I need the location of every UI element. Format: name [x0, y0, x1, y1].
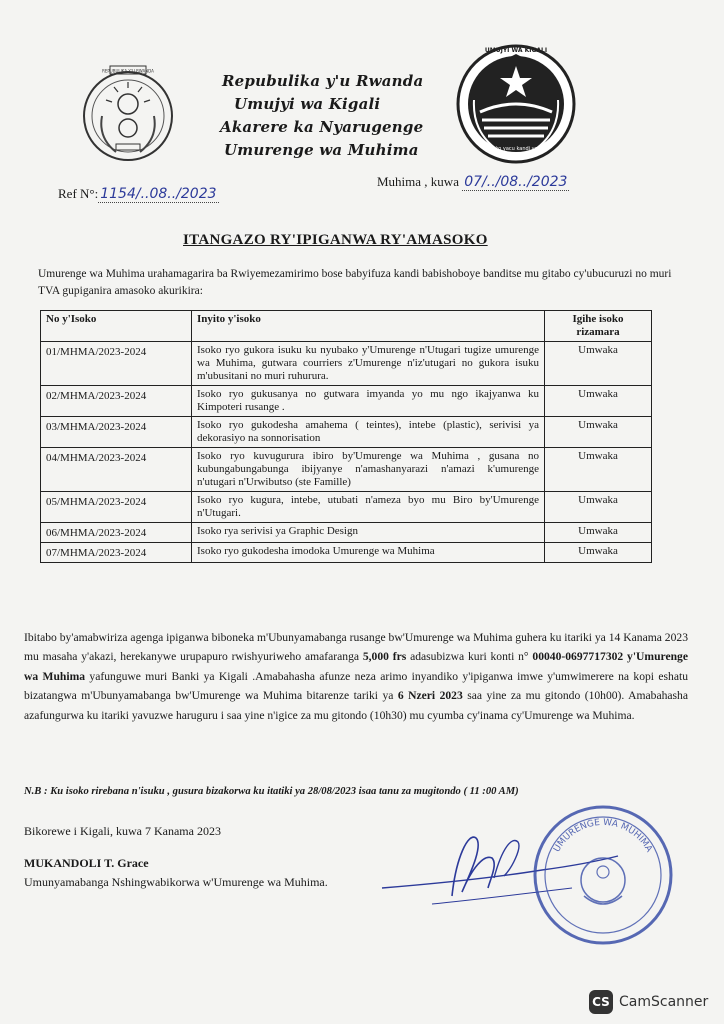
- tender-description: Isoko ryo gukodesha imodoka Umurenge wa Muhima: [192, 543, 545, 563]
- tender-period: Umwaka: [545, 386, 652, 417]
- tender-period: Umwaka: [545, 523, 652, 543]
- tender-description: Isoko rya serivisi ya Graphic Design: [192, 523, 545, 543]
- tender-number: 03/MHMA/2023-2024: [41, 417, 192, 448]
- letterhead-line-city: Umujyi wa Kigali: [234, 95, 381, 113]
- camscanner-watermark: [589, 990, 708, 1014]
- intro-paragraph: Umurenge wa Muhima urahamagarira ba Rwiyemezamirimo bose babyifuza kandi babishoboye banditse mu gitabo cy'ubucuruzi no muri TVA gupiganira amasoko akurikira:: [38, 268, 672, 297]
- reference-value: 1154/..08../2023: [100, 186, 217, 202]
- tender-description: Isoko ryo kuvugurura ibiro by'Umurenge wa Muhima , gusana no kubungabungabunga ibijyanye n'amashanyarazi n'amazi k'umurenge n'utugari n'Urwibutso (ste Famille): [192, 448, 545, 492]
- tender-number: 01/MHMA/2023-2024: [41, 342, 192, 386]
- tender-description: Isoko ryo gukodesha amahema ( teintes), intebe (plastic), serivisi ya dekorasiyo na sonnorisation: [192, 417, 545, 448]
- date-label: Muhima , kuwa: [377, 174, 459, 189]
- table-row: [41, 342, 652, 386]
- svg-text:UMUJYI WA KIGALI: UMUJYI WA KIGALI: [484, 47, 548, 54]
- signed-place-date: Bikorewe i Kigali, kuwa 7 Kanama 2023: [24, 824, 221, 838]
- signer-name: MUKANDOLI T. Grace: [24, 856, 149, 870]
- camscanner-label: CamScanner: [619, 994, 709, 1010]
- site-visit-note: N.B : Ku isoko rirebana n'isuku , gusura bizakorwa ku itatiki ya 28/08/2023 isaa tanu za mugitondo ( 11 :00 AM): [24, 786, 519, 797]
- table-row: [41, 417, 652, 448]
- tender-description: Isoko ryo gukora isuku ku nyubako y'Umurenge n'Utugari tugize umurenge wa Muhima, gutwara courriers z'Umurenge n'iz'utugari no gukora isuku m'ubusitani no muri ruhurura.: [192, 342, 545, 386]
- instructions-paragraph: [24, 628, 688, 725]
- table-row: [41, 523, 652, 543]
- letterhead: [210, 70, 440, 162]
- reference-number: [58, 186, 219, 202]
- table-header-row: [41, 311, 652, 342]
- tender-description: Isoko ryo kugura, intebe, utubati n'ameza byo mu Biro by'Umurenge n'Utugari.: [192, 492, 545, 523]
- document-title: ITANGAZO RY'IPIGANWA RY'AMASOKO: [183, 232, 488, 248]
- tender-number: 07/MHMA/2023-2024: [41, 543, 192, 563]
- rwanda-coat-of-arms-icon: [72, 58, 184, 170]
- document-date: [377, 174, 569, 190]
- table-row: [41, 448, 652, 492]
- tender-period: Umwaka: [545, 342, 652, 386]
- tender-number: 06/MHMA/2023-2024: [41, 523, 192, 543]
- tender-number: 05/MHMA/2023-2024: [41, 492, 192, 523]
- kigali-city-seal-icon: [452, 40, 580, 168]
- signer-title: Umunyamabanga Nshingwabikorwa w'Umurenge wa Muhima.: [24, 875, 328, 889]
- instructions-text: adasubizwa kuri konti n°: [406, 650, 533, 664]
- tender-number: 04/MHMA/2023-2024: [41, 448, 192, 492]
- camscanner-logo-icon: CS: [589, 990, 613, 1014]
- tender-period: Umwaka: [545, 417, 652, 448]
- header-tender-period: Igihe isoko rizamara: [545, 311, 652, 342]
- table-row: [41, 386, 652, 417]
- reference-label: Ref N°:: [58, 186, 99, 201]
- instructions-text: Ibitabo by'amabwiriza agenga ipiganwa biboneka m'Ubunyamabanga rusange bw'Umurenge wa Muhima guhera ku itariki ya 14 Kanama 2023 mu masaha y'akazi, herekanywe urupapuro rwishyuriweho amafaranga: [24, 631, 688, 664]
- letterhead-line-district: Akarere ka Nyarugenge: [220, 118, 424, 136]
- letterhead-line-country: Repubulika y'u Rwanda: [222, 72, 424, 90]
- instructions-text: yafunguwe muri Banki ya Kigali .Amabahasha afunze neza arimo inyandiko y'ipiganwa imwe y'umwimerere na kopi eshatu bizatangwa m'Ubunyamabanga bw'Umurenge wa Muhima bitarenze tariki ya: [24, 669, 688, 703]
- tender-table: [40, 310, 652, 563]
- instructions-text: saa yine za mu gitondo (10h00). Amabahasha azafungurwa ku itariki yavuzwe haruguru i saa yine n'igice za mu gitondo (10h30) mu cyumba cy'inama cy'Umurenge wa Muhima.: [24, 689, 688, 722]
- header-tender-description: Inyito y'isoko: [192, 311, 545, 342]
- letterhead-line-sector: Umurenge wa Muhima: [224, 141, 419, 159]
- header-tender-number: No y'Isoko: [41, 311, 192, 342]
- date-value: 07/../08../2023: [464, 174, 568, 190]
- table-row: [41, 492, 652, 523]
- tender-description: Isoko ryo gukusanya no gutwara imyanda yo mu ngo ikajyanwa ku Kimpoteri rusange .: [192, 386, 545, 417]
- svg-text:REPUBULIKA Y'U RWANDA: REPUBULIKA Y'U RWANDA: [102, 68, 154, 74]
- bank-account: 00040-0697717302 y'Umurenge wa Muhima: [24, 650, 688, 683]
- tender-period: Umwaka: [545, 448, 652, 492]
- submission-deadline: 6 Nzeri 2023: [397, 689, 463, 703]
- svg-text:Isoko yacu kandi yacu: Isoko yacu kandi yacu: [488, 146, 544, 152]
- tender-period: Umwaka: [545, 543, 652, 563]
- tender-number: 02/MHMA/2023-2024: [41, 386, 192, 417]
- tender-period: Umwaka: [545, 492, 652, 523]
- table-row: [41, 543, 652, 563]
- fee-amount: 5,000 frs: [362, 650, 407, 664]
- official-stamp-icon: [528, 800, 678, 950]
- svg-text:UMURENGE WA MUHIMA: UMURENGE WA MUHIMA: [552, 817, 654, 855]
